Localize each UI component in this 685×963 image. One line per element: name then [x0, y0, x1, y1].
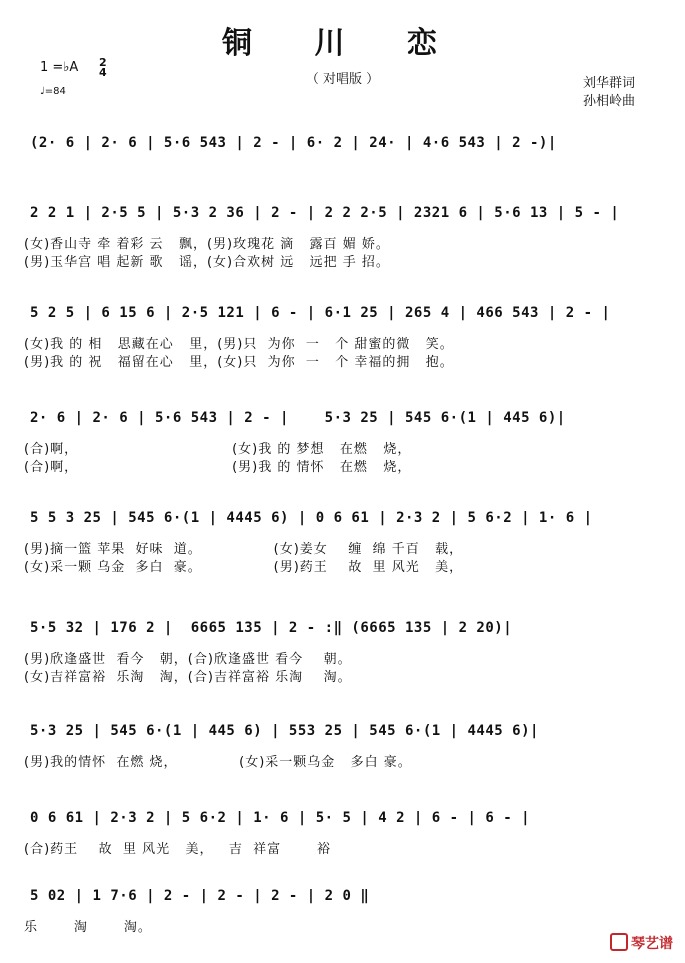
- staff-notes: 2 2 1 | 2·5 5 | 5·3 2 36 | 2 - | 2 2 2·5 | 2321 6 | 5·6 13 | 5 - |: [30, 205, 620, 221]
- song-subtitle: （ 对唱版 ）: [305, 72, 380, 87]
- lyric-line: (男)我 的 祝 福留在心 里，(女)只 为你 一 个 幸福的拥 抱。: [24, 355, 454, 370]
- watermark: [610, 933, 673, 953]
- lyric-line: (合)药王 故 里 风光 美， 吉 祥富 裕: [24, 842, 332, 857]
- lyric-line: (男)玉华宫 唱 起新 歌 谣，(女)合欢树 远 远把 手 招。: [24, 255, 390, 270]
- staff-notes: 5 02 | 1 7·6 | 2 - | 2 - | 2 - | 2 0 ‖: [30, 888, 370, 904]
- time-signature-top: 2: [99, 56, 107, 69]
- time-signature: [99, 58, 107, 78]
- lyric-line: 乐 淘 淘。: [24, 920, 152, 935]
- lyric-line: (男)欣逢盛世 看今 朝，(合)欣逢盛世 看今 朝。: [24, 652, 352, 667]
- staff-notes: 2· 6 | 2· 6 | 5·6 543 | 2 - | 5·3 25 | 545 6·(1 | 445 6)|: [30, 410, 566, 426]
- composer-credit: 孙相岭曲: [582, 94, 635, 109]
- lyric-line: (男)摘一篮 苹果 好味 道。 (女)姜女 缠 绵 千百 载，: [24, 542, 464, 557]
- staff-notes: 5 5 3 25 | 545 6·(1 | 4445 6) | 0 6 61 | 2·3 2 | 5 6·2 | 1· 6 |: [30, 510, 593, 526]
- staff-notes: (2· 6 | 2· 6 | 5·6 543 | 2 - | 6· 2 | 24· | 4·6 543 | 2 -)|: [30, 135, 557, 151]
- staff-notes: 5 2 5 | 6 15 6 | 2·5 121 | 6 - | 6·1 25 | 265 4 | 466 543 | 2 - |: [30, 305, 611, 321]
- time-signature-bottom: 4: [99, 66, 107, 79]
- lyric-line: (女)我 的 相 思藏在心 里，(男)只 为你 一 个 甜蜜的微 笑。: [24, 337, 454, 352]
- tempo-mark: ♩=84: [40, 86, 66, 97]
- key-signature: 1 =♭A: [40, 60, 79, 75]
- lyric-line: (合)啊， (女)我 的 梦想 在燃 烧，: [24, 442, 412, 457]
- staff-notes: 5·5 32 | 176 2 | 6665 135 | 2 - :‖ (6665 135 | 2 20)|: [30, 620, 513, 636]
- staff-notes: 5·3 25 | 545 6·(1 | 445 6) | 553 25 | 545 6·(1 | 4445 6)|: [30, 723, 539, 739]
- lyric-line: (合)啊， (男)我 的 情怀 在燃 烧，: [24, 460, 412, 475]
- lyric-line: (女)吉祥富裕 乐淘 淘，(合)吉祥富裕 乐淘 淘。: [24, 670, 352, 685]
- lyric-line: (女)香山寺 牵 着彩 云 飘，(男)玫瑰花 滴 露百 媚 娇。: [24, 237, 390, 252]
- lyric-line: (女)采一颗 乌金 多白 豪。 (男)药王 故 里 风光 美，: [24, 560, 464, 575]
- watermark-text: 琴艺谱: [631, 936, 673, 952]
- song-title: 铜 川 恋: [222, 26, 463, 61]
- lyric-line: (男)我的情怀 在燃 烧， (女)采一颗乌金 多白 豪。: [24, 755, 412, 770]
- logo-icon: [610, 933, 628, 951]
- staff-notes: 0 6 61 | 2·3 2 | 5 6·2 | 1· 6 | 5· 5 | 4 2 | 6 - | 6 - |: [30, 810, 531, 826]
- lyricist-credit: 刘华群词: [582, 76, 635, 91]
